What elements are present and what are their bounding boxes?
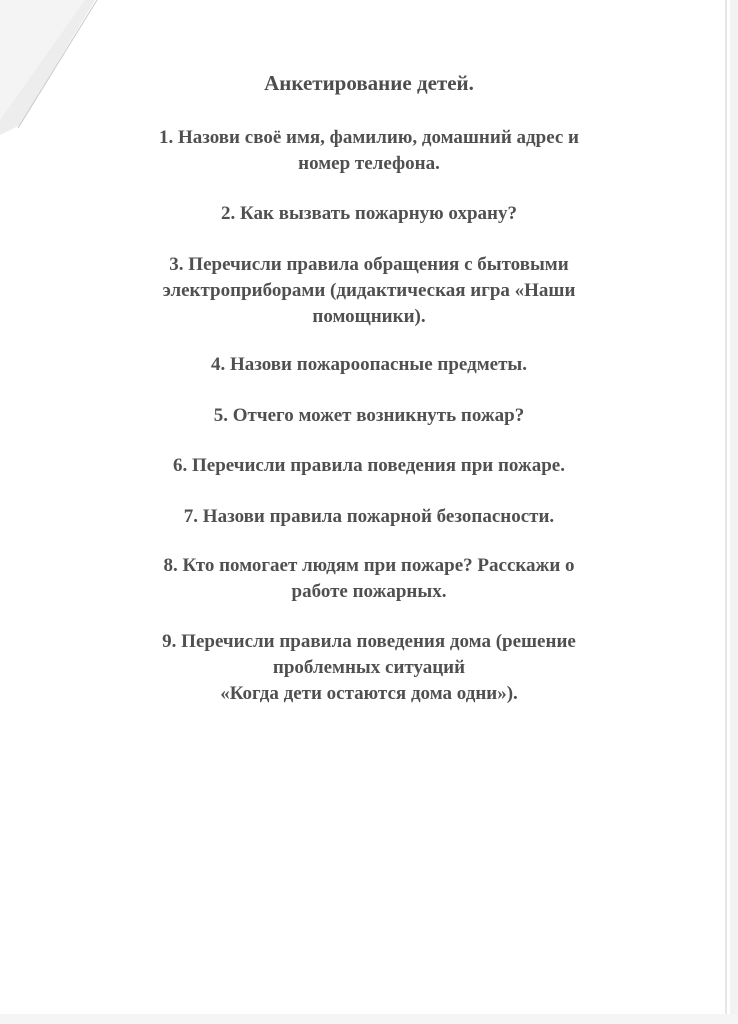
list-item-6 (0, 453, 738, 479)
list-item-3-line-3: помощники). (312, 306, 426, 327)
list-item-3-line-2: электроприборами (дидактическая игра «Наши (162, 280, 576, 301)
list-item-1-line-2: номер телефона. (298, 153, 440, 174)
list-item-8-line-2: работе пожарных. (291, 581, 447, 602)
list-item-5-line-1: 5. Отчего может возникнуть пожар? (213, 405, 525, 426)
list-item-9 (0, 629, 738, 707)
list-item-4-line-1: 4. Назови пожароопасные предметы. (210, 354, 528, 375)
list-item-9-line-3: «Когда дети остаются дома одни»). (220, 683, 518, 704)
list-item-3 (0, 252, 738, 330)
list-item-6-line-1: 6. Перечисли правила поведения при пожаре. (173, 455, 565, 476)
document-title: Анкетирование детей. (264, 71, 474, 95)
list-item-4 (0, 352, 738, 378)
list-item-2 (0, 201, 738, 227)
list-item-1-line-1: 1. Назови своё имя, фамилию, домашний адрес и (158, 127, 580, 148)
list-item-9-line-2: проблемных ситуаций (272, 657, 466, 678)
list-item-7-line-1: 7. Назови правила пожарной безопасности. (183, 506, 555, 527)
list-item-8-line-1: 8. Кто помогает людям при пожаре? Расскажи о (163, 555, 575, 576)
list-item-8 (0, 553, 738, 605)
list-item-1 (0, 125, 738, 177)
list-item-2-line-1: 2. Как вызвать пожарную охрану? (221, 203, 517, 224)
list-item-9-line-1: 9. Перечисли правила поведения дома (решение (162, 631, 576, 652)
list-item-5 (0, 403, 738, 429)
list-item-3-line-1: 3. Перечисли правила обращения с бытовыми (169, 254, 569, 275)
list-item-7 (0, 504, 738, 530)
